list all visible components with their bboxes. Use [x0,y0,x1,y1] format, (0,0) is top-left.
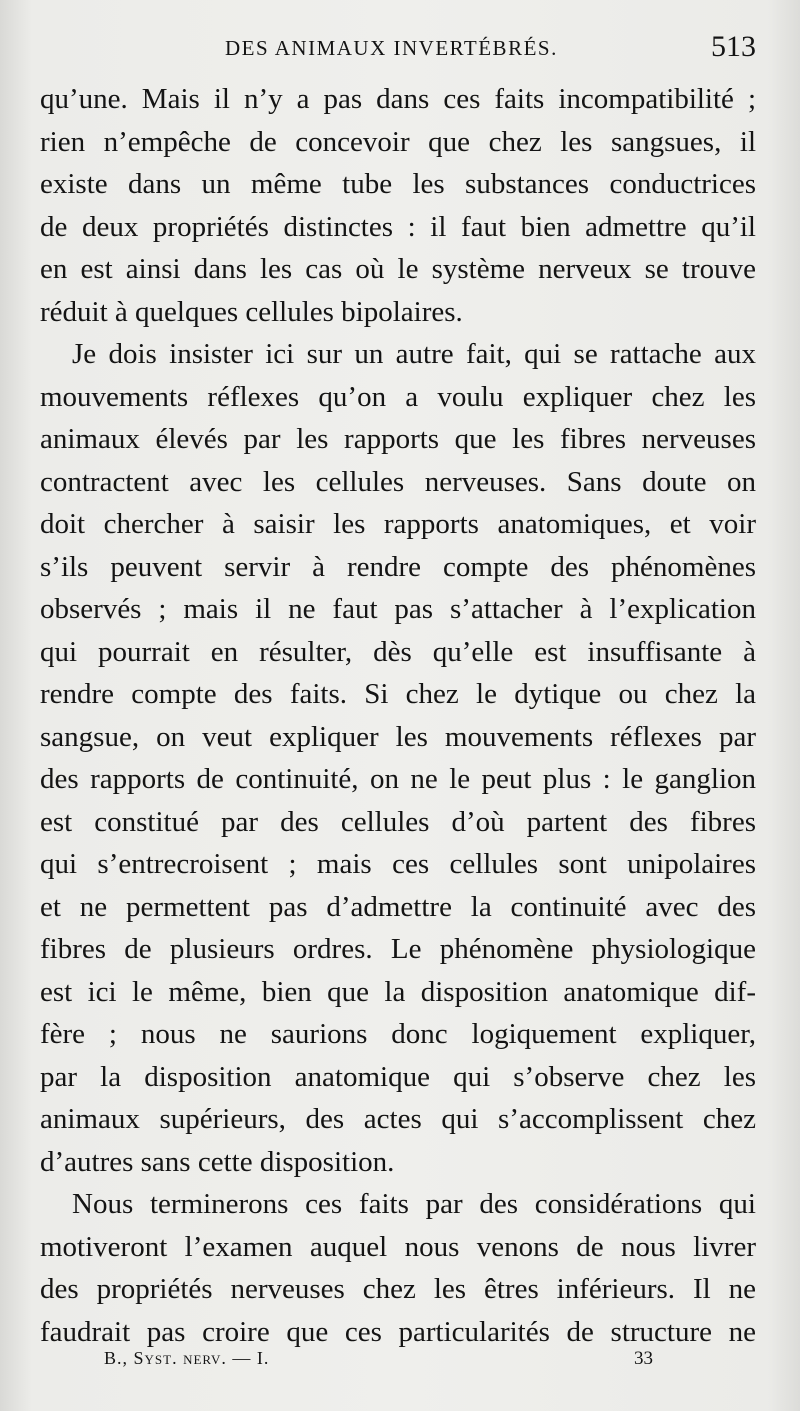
text-line: qu’une. Mais il n’y a pas dans ces faits incompatibilité ; [40,83,756,115]
running-title: DES ANIMAUX INVERTÉBRÉS. [225,36,558,60]
text-line: en est ainsi dans les cas où le système nerveux se trouve [40,253,756,285]
text-line: par la disposition anatomique qui s’observe chez les [40,1060,756,1093]
text-line: animaux supérieurs, des actes qui s’accomplissent chez [40,1103,756,1135]
text-line: rendre compte des faits. Si chez le dytique ou chez la [40,678,756,710]
text-line: motiveront l’examen auquel nous venons de nous livrer [40,1230,756,1263]
text-line: d’autres sans cette disposition. [40,1145,395,1178]
text-line: doit chercher à saisir les rapports anatomiques, et voir [40,508,756,540]
text-line: est constitué par des cellules d’où partent des fibres [40,805,756,838]
text-line: des rapports de continuité, on ne le peut plus : le ganglion [40,763,756,795]
running-head [40,30,756,70]
text-line: fère ; nous ne saurions donc logiquement expliquer, [40,1018,756,1050]
page-footer [40,1348,756,1378]
text-line: des propriétés nerveuses chez les êtres inférieurs. Il ne [40,1273,756,1305]
text-line: existe dans un même tube les substances conductrices [40,168,756,200]
page-number: 513 [711,30,756,63]
text-line: réduit à quelques cellules bipolaires. [40,295,463,328]
signature-mark: B., Syst. nerv. — I. [104,1348,270,1368]
text-line: qui s’entrecroisent ; mais ces cellules sont unipolaires [40,848,756,880]
text-line: mouvements réflexes qu’on a voulu expliquer chez les [40,380,756,413]
text-line: de deux propriétés distinctes : il faut bien admettre qu’il [40,210,756,243]
text-line: fibres de plusieurs ordres. Le phénomène physiologique [40,933,756,965]
text-line: contractent avec les cellules nerveuses. Sans doute on [40,465,756,498]
text-line: Je dois insister ici sur un autre fait, qui se rattache aux [72,338,756,370]
text-line: observés ; mais il ne faut pas s’attacher à l’explication [40,593,756,625]
text-line: et ne permettent pas d’admettre la continuité avec des [40,890,756,923]
text-line: s’ils peuvent servir à rendre compte des phénomènes [40,550,756,583]
text-line: qui pourrait en résulter, dès qu’elle est insuffisante à [40,635,756,668]
signature-number: 33 [634,1348,653,1369]
text-line: rien n’empêche de concevoir que chez les sangsues, il [40,125,756,158]
text-line: est ici le même, bien que la disposition anatomique dif- [40,975,756,1008]
text-line: animaux élevés par les rapports que les fibres nerveuses [40,423,756,455]
body-text [40,78,756,1353]
text-line: Nous terminerons ces faits par des considérations qui [72,1188,756,1220]
text-line: sangsue, on veut expliquer les mouvements réflexes par [40,720,756,753]
text-line: faudrait pas croire que ces particularités de structure ne [40,1315,756,1348]
